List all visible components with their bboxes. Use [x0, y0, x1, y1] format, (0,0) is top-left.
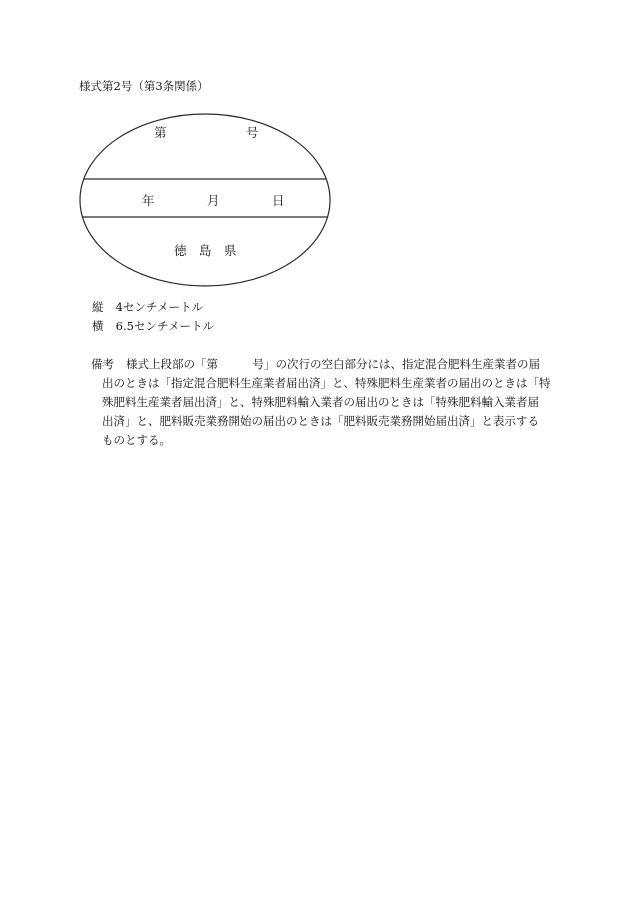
stamp-outline — [80, 114, 330, 286]
height-value: 4センチメートル — [115, 300, 204, 314]
stamp-number-suffix: 号 — [246, 125, 259, 140]
note-line-2: 出のときは「指定混合肥料生産業者届出済」と、特殊肥料生産業者の届出のときは「特 — [102, 376, 551, 390]
remarks-note — [91, 355, 553, 450]
stamp-prefecture-char-2: 島 — [199, 243, 212, 258]
stamp-day: 日 — [272, 193, 285, 208]
stamp-prefecture-char-3: 県 — [224, 243, 237, 258]
prefecture-stamp — [78, 112, 334, 290]
width-value: 6.5センチメートル — [115, 319, 214, 333]
note-line-5: ものとする。 — [102, 433, 171, 447]
note-line-3: 殊肥料生産業者届出済」と、特殊肥料輸入業者の届出のときは「特殊肥料輸入業者届 — [102, 395, 539, 409]
stamp-prefecture-char-1: 徳 — [174, 243, 187, 258]
height-label: 縦 — [92, 300, 104, 314]
note-text-1: 様式上段部の「第 号」の次行の空白部分には、指定混合肥料生産業者の届 — [126, 357, 540, 371]
width-label: 横 — [92, 319, 104, 333]
stamp-dimensions — [92, 298, 214, 336]
note-heading: 備考 — [91, 357, 114, 371]
note-line-4: 出済」と、肥料販売業務開始の届出のときは「肥料販売業務開始届出済」と表示する — [102, 414, 539, 428]
note-line-1 — [91, 355, 553, 374]
stamp-month: 月 — [207, 193, 220, 208]
dimension-height — [92, 298, 214, 317]
form-title: 様式第2号（第3条関係） — [79, 79, 209, 93]
stamp-number-prefix: 第 — [154, 125, 167, 140]
stamp-year: 年 — [142, 193, 155, 208]
dimension-width — [92, 317, 214, 336]
stamp-graphic — [78, 112, 334, 290]
